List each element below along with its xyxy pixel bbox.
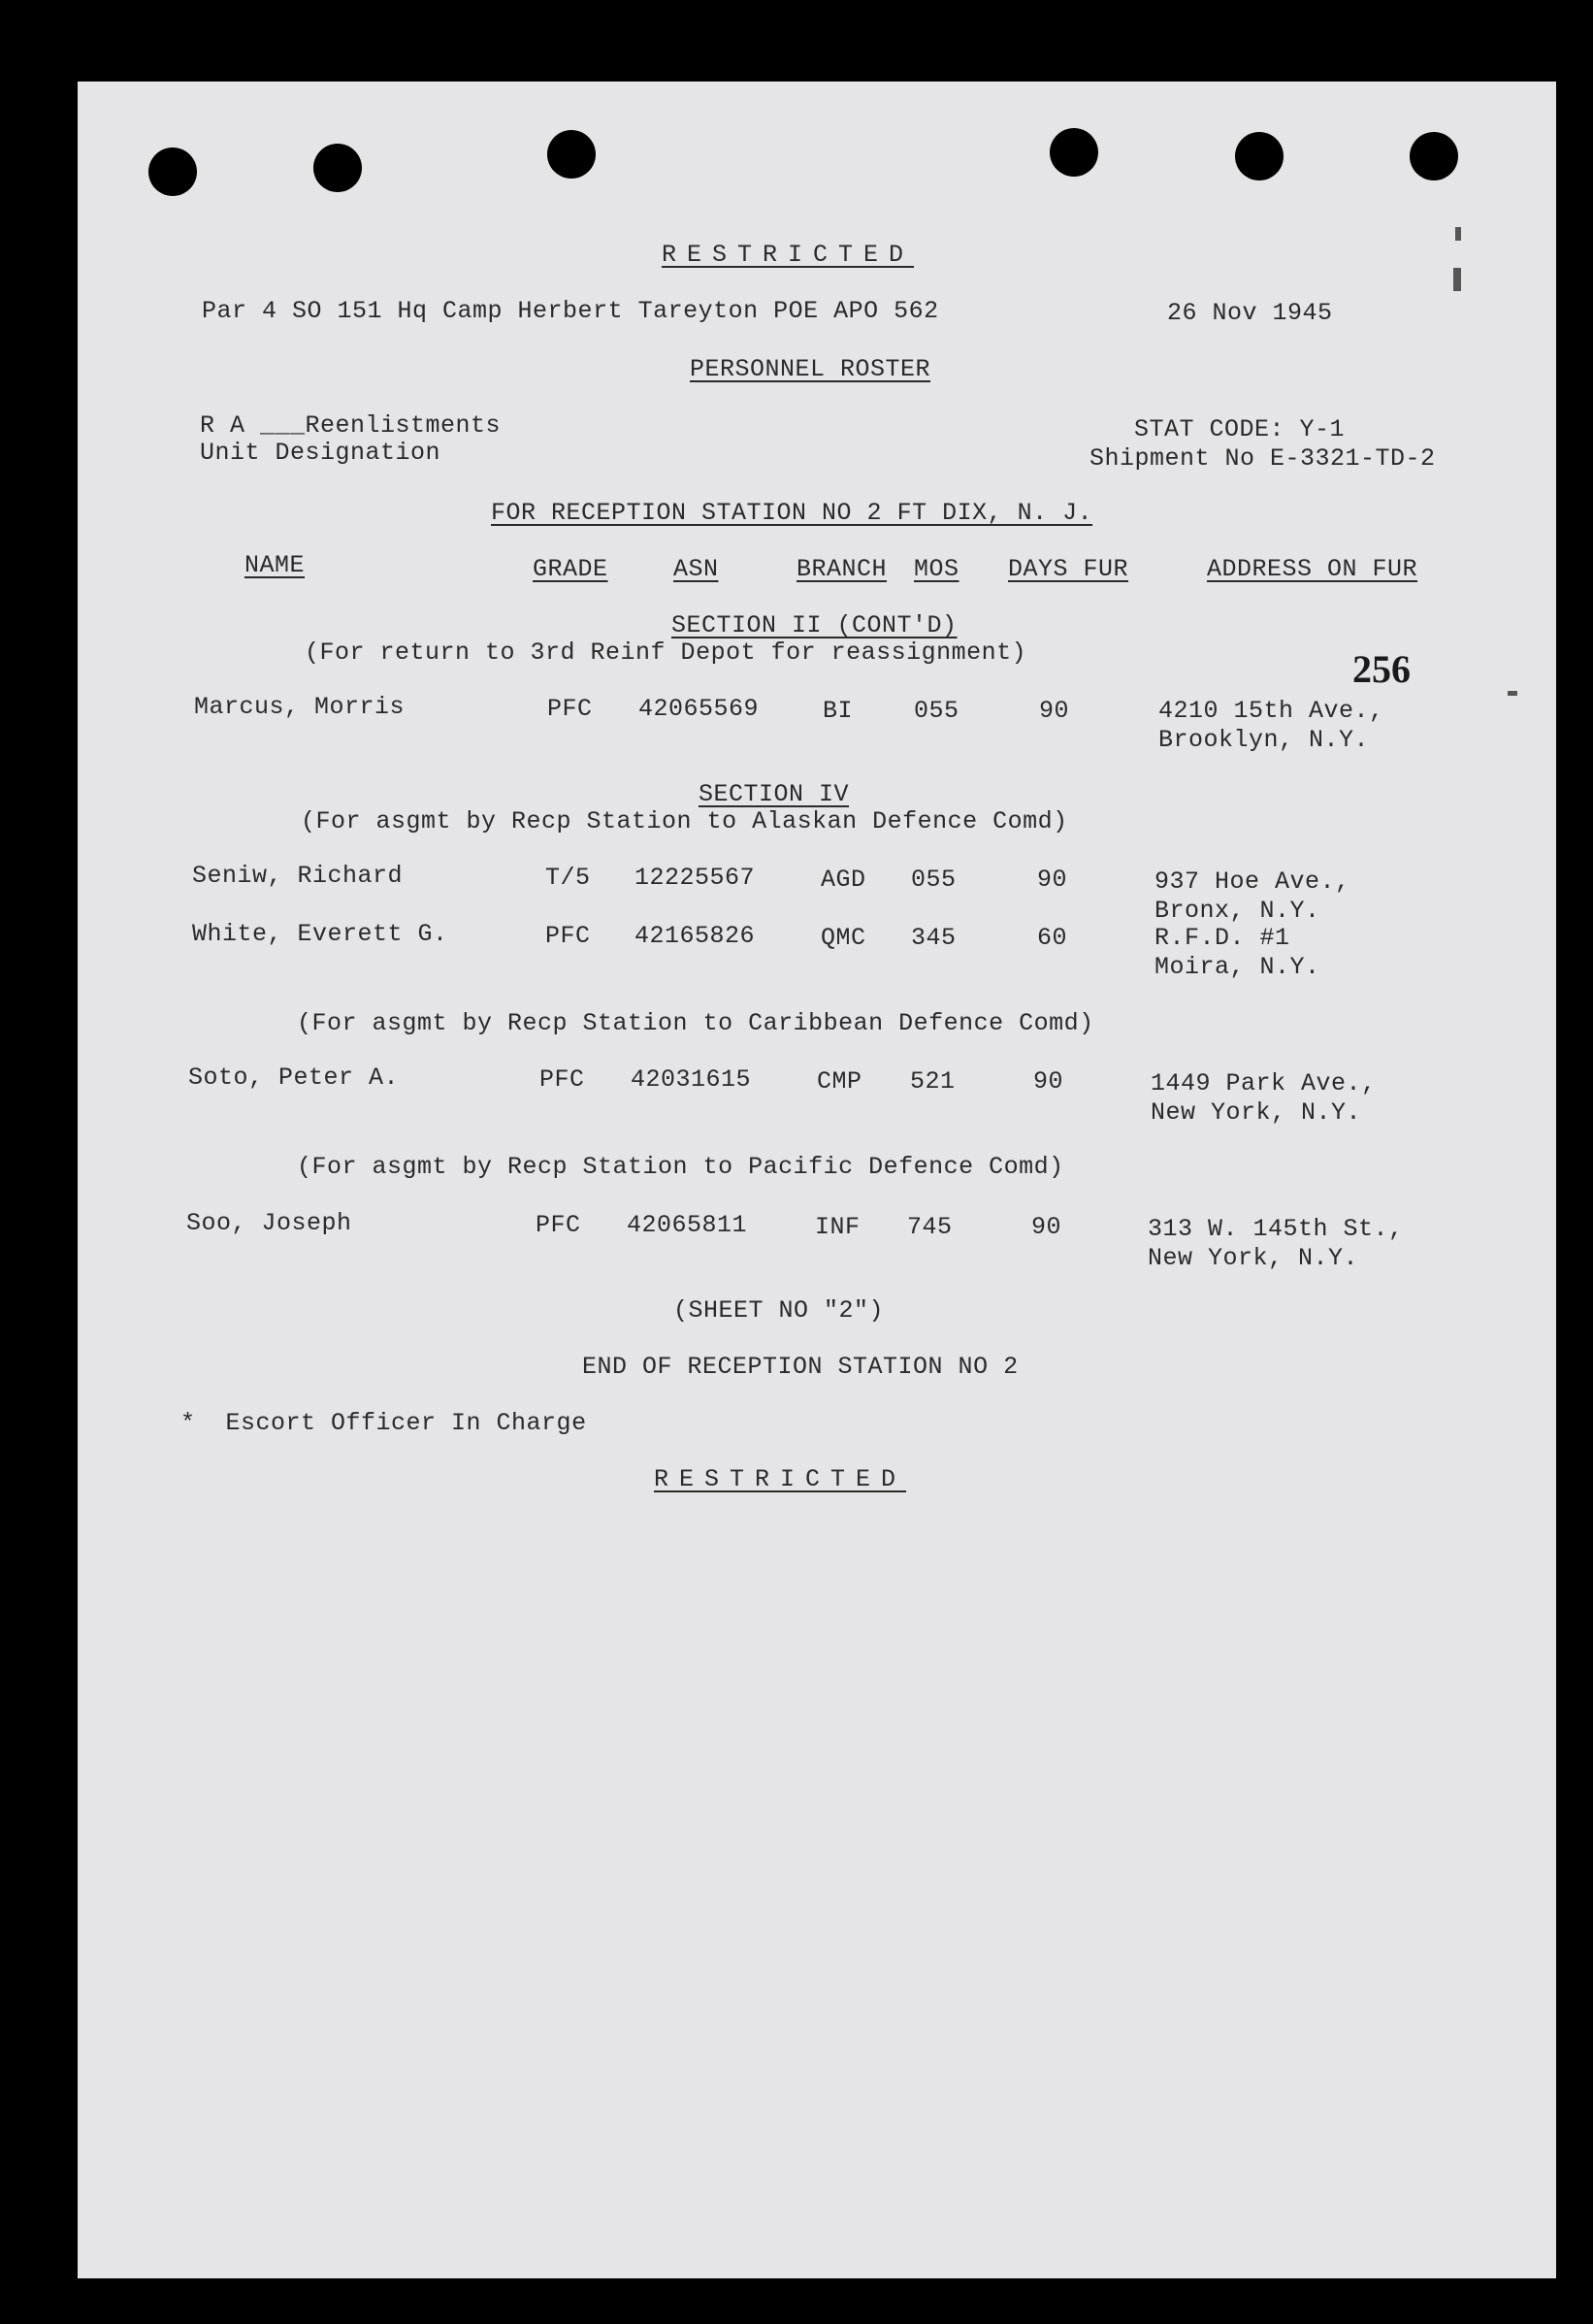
section-iv-note-pacific: (For asgmt by Recp Station to Pacific Defence Comd) bbox=[297, 1153, 1064, 1181]
edge-speck bbox=[1453, 268, 1461, 291]
punch-hole bbox=[1050, 128, 1098, 177]
row-grade: PFC bbox=[539, 1065, 585, 1094]
row-days: 90 bbox=[1033, 1067, 1064, 1096]
row-asn: 42165826 bbox=[634, 922, 756, 950]
col-asn: ASN bbox=[673, 555, 719, 583]
row-grade: T/5 bbox=[545, 864, 591, 892]
edge-speck bbox=[1508, 691, 1517, 696]
row-address-line1: 4210 15th Ave., bbox=[1158, 697, 1384, 725]
section-ii-heading: SECTION II (CONT'D) bbox=[671, 611, 958, 639]
row-asn: 42065811 bbox=[627, 1211, 748, 1239]
row-branch: BI bbox=[823, 697, 854, 725]
punch-hole bbox=[313, 144, 362, 192]
punch-hole bbox=[1235, 132, 1284, 180]
row-branch: CMP bbox=[817, 1067, 862, 1096]
col-name: NAME bbox=[244, 551, 306, 579]
row-asn: 12225567 bbox=[634, 864, 756, 892]
row-mos: 521 bbox=[910, 1067, 956, 1096]
order-date: 26 Nov 1945 bbox=[1167, 299, 1333, 327]
row-mos: 055 bbox=[911, 866, 957, 894]
restricted-top: RESTRICTED bbox=[662, 241, 915, 269]
row-address-line1: 313 W. 145th St., bbox=[1148, 1215, 1404, 1243]
document-page bbox=[78, 82, 1556, 2278]
row-address-line2: New York, N.Y. bbox=[1151, 1098, 1362, 1127]
row-branch: QMC bbox=[821, 924, 866, 952]
row-address-line2: New York, N.Y. bbox=[1148, 1244, 1359, 1272]
row-branch: INF bbox=[815, 1213, 861, 1241]
row-mos: 345 bbox=[911, 924, 957, 952]
punch-hole bbox=[148, 147, 197, 196]
unit-label: Unit Designation bbox=[200, 439, 441, 467]
section-iv-heading: SECTION IV bbox=[699, 780, 850, 808]
unit-value: R A ___Reenlistments bbox=[200, 411, 502, 440]
row-days: 60 bbox=[1037, 924, 1068, 952]
row-name: Soto, Peter A. bbox=[188, 1064, 400, 1092]
row-address-line2: Brooklyn, N.Y. bbox=[1158, 726, 1370, 754]
sheet-number: (SHEET NO "2") bbox=[673, 1296, 885, 1325]
restricted-bottom: RESTRICTED bbox=[654, 1465, 907, 1493]
row-address-line1: 937 Hoe Ave., bbox=[1154, 867, 1350, 896]
section-iv-note-caribbean: (For asgmt by Recp Station to Caribbean Defence Comd) bbox=[297, 1009, 1094, 1037]
row-asn: 42065569 bbox=[638, 695, 760, 723]
row-grade: PFC bbox=[547, 695, 593, 723]
order-line: Par 4 SO 151 Hq Camp Herbert Tareyton POE APO 562 bbox=[202, 297, 939, 325]
stat-code: STAT CODE: Y-1 bbox=[1134, 415, 1346, 443]
col-address: ADDRESS ON FUR bbox=[1207, 555, 1418, 583]
row-address-line2: Bronx, N.Y. bbox=[1154, 897, 1320, 925]
col-days-fur: DAYS FUR bbox=[1008, 555, 1129, 583]
edge-speck bbox=[1455, 227, 1461, 241]
col-mos: MOS bbox=[914, 555, 959, 583]
row-address-line1: R.F.D. #1 bbox=[1154, 924, 1290, 952]
row-branch: AGD bbox=[821, 866, 866, 894]
row-grade: PFC bbox=[536, 1211, 581, 1239]
row-name: Seniw, Richard bbox=[192, 862, 404, 890]
row-days: 90 bbox=[1039, 697, 1070, 725]
punch-hole bbox=[1410, 132, 1458, 180]
section-iv-note-alaskan: (For asgmt by Recp Station to Alaskan Defence Comd) bbox=[301, 807, 1068, 835]
row-name: Soo, Joseph bbox=[186, 1209, 352, 1237]
col-grade: GRADE bbox=[533, 555, 608, 583]
row-asn: 42031615 bbox=[631, 1065, 752, 1094]
row-address-line2: Moira, N.Y. bbox=[1154, 953, 1320, 981]
page-number-stamp: 256 bbox=[1352, 647, 1411, 691]
end-of-station: END OF RECEPTION STATION NO 2 bbox=[582, 1353, 1019, 1381]
row-days: 90 bbox=[1037, 866, 1068, 894]
row-name: White, Everett G. bbox=[192, 920, 448, 948]
row-address-line1: 1449 Park Ave., bbox=[1151, 1069, 1377, 1097]
section-ii-note: (For return to 3rd Reinf Depot for reassignment) bbox=[305, 638, 1027, 667]
row-mos: 745 bbox=[907, 1213, 953, 1241]
row-days: 90 bbox=[1031, 1213, 1062, 1241]
roster-title: PERSONNEL ROSTER bbox=[690, 355, 931, 383]
punch-hole bbox=[547, 130, 596, 179]
row-name: Marcus, Morris bbox=[194, 693, 406, 721]
row-grade: PFC bbox=[545, 922, 591, 950]
shipment-number: Shipment No E-3321-TD-2 bbox=[1089, 444, 1436, 473]
row-mos: 055 bbox=[914, 697, 959, 725]
escort-note: * Escort Officer In Charge bbox=[180, 1409, 587, 1437]
col-branch: BRANCH bbox=[796, 555, 888, 583]
reception-heading: FOR RECEPTION STATION NO 2 FT DIX, N. J. bbox=[491, 499, 1093, 527]
